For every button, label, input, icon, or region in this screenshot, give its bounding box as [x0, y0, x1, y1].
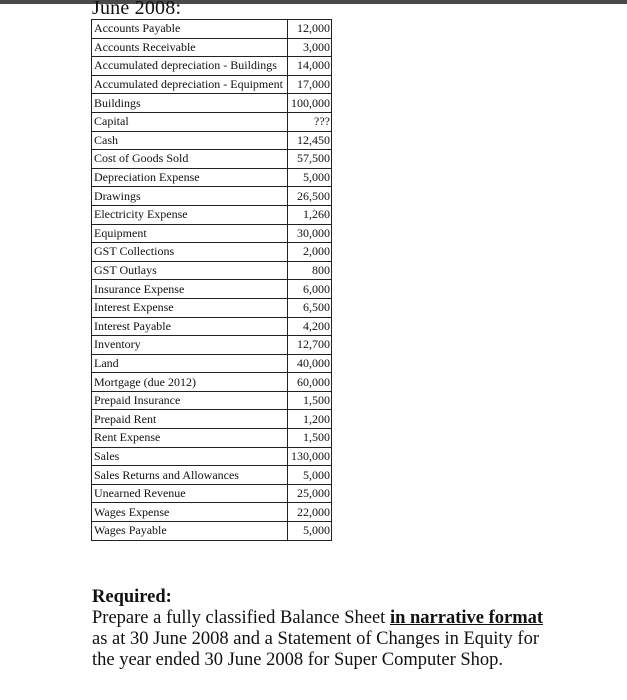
table-row — [92, 187, 332, 206]
account-amount: 1,500 — [288, 391, 332, 410]
account-name: Accounts Receivable — [92, 38, 288, 57]
account-amount: 130,000 — [288, 447, 332, 466]
account-balances-body — [92, 20, 332, 541]
account-name: Equipment — [92, 224, 288, 243]
table-row — [92, 354, 332, 373]
table-row — [92, 503, 332, 522]
account-amount: 30,000 — [288, 224, 332, 243]
account-name: Accumulated depreciation - Equipment — [92, 75, 288, 94]
table-row — [92, 205, 332, 224]
account-amount: 1,200 — [288, 410, 332, 429]
table-row — [92, 131, 332, 150]
account-name: Mortgage (due 2012) — [92, 373, 288, 392]
account-amount: 12,450 — [288, 131, 332, 150]
account-amount: 12,700 — [288, 336, 332, 355]
account-name: Accumulated depreciation - Buildings — [92, 57, 288, 76]
required-section — [92, 587, 562, 671]
account-amount: 17,000 — [288, 75, 332, 94]
table-row — [92, 38, 332, 57]
table-row — [92, 280, 332, 299]
account-amount: 2,000 — [288, 243, 332, 262]
table-row — [92, 336, 332, 355]
table-row — [92, 112, 332, 131]
table-row — [92, 150, 332, 169]
table-row — [92, 261, 332, 280]
account-name: Sales Returns and Allowances — [92, 466, 288, 485]
account-amount: 5,000 — [288, 466, 332, 485]
account-amount: 4,200 — [288, 317, 332, 336]
required-text-before: Prepare a fully classified Balance Sheet — [92, 608, 390, 628]
account-name: Rent Expense — [92, 429, 288, 448]
account-name: Capital — [92, 112, 288, 131]
account-amount: 1,500 — [288, 429, 332, 448]
account-amount: 1,260 — [288, 205, 332, 224]
table-row — [92, 224, 332, 243]
account-amount: 5,000 — [288, 522, 332, 541]
account-amount: 6,000 — [288, 280, 332, 299]
account-amount: 5,000 — [288, 168, 332, 187]
account-name: Sales — [92, 447, 288, 466]
table-row — [92, 75, 332, 94]
table-row — [92, 522, 332, 541]
account-name: Electricity Expense — [92, 205, 288, 224]
table-row — [92, 317, 332, 336]
account-name: Prepaid Rent — [92, 410, 288, 429]
required-text-after: as at 30 June 2008 and a Statement of Changes in Equity for the year ended 30 June 2008 for Super Computer Shop. — [92, 629, 539, 670]
table-row — [92, 94, 332, 113]
required-label: Required: — [92, 587, 172, 607]
account-name: Wages Payable — [92, 522, 288, 541]
table-row — [92, 57, 332, 76]
account-name: GST Outlays — [92, 261, 288, 280]
account-name: Interest Expense — [92, 298, 288, 317]
table-row — [92, 373, 332, 392]
table-row — [92, 20, 332, 39]
account-amount: 12,000 — [288, 20, 332, 39]
table-row — [92, 391, 332, 410]
account-name: Prepaid Insurance — [92, 391, 288, 410]
account-name: Interest Payable — [92, 317, 288, 336]
account-amount: 25,000 — [288, 484, 332, 503]
account-name: Insurance Expense — [92, 280, 288, 299]
account-amount: 3,000 — [288, 38, 332, 57]
account-name: Unearned Revenue — [92, 484, 288, 503]
account-name: Cash — [92, 131, 288, 150]
section-heading: June 2008: — [92, 0, 182, 19]
account-balances-table — [91, 19, 332, 541]
required-emphasis: in narrative format — [389, 608, 544, 628]
account-name: Land — [92, 354, 288, 373]
account-name: Inventory — [92, 336, 288, 355]
account-name: GST Collections — [92, 243, 288, 262]
account-amount: 100,000 — [288, 94, 332, 113]
table-row — [92, 168, 332, 187]
table-row — [92, 484, 332, 503]
account-name: Wages Expense — [92, 503, 288, 522]
account-amount: 6,500 — [288, 298, 332, 317]
account-amount: 60,000 — [288, 373, 332, 392]
account-amount: 40,000 — [288, 354, 332, 373]
account-name: Buildings — [92, 94, 288, 113]
account-amount: ??? — [288, 112, 332, 131]
account-amount: 57,500 — [288, 150, 332, 169]
table-row — [92, 243, 332, 262]
table-row — [92, 298, 332, 317]
account-name: Drawings — [92, 187, 288, 206]
table-row — [92, 447, 332, 466]
account-amount: 22,000 — [288, 503, 332, 522]
account-amount: 14,000 — [288, 57, 332, 76]
table-row — [92, 466, 332, 485]
account-amount: 26,500 — [288, 187, 332, 206]
table-row — [92, 429, 332, 448]
account-name: Accounts Payable — [92, 20, 288, 39]
account-amount: 800 — [288, 261, 332, 280]
account-name: Cost of Goods Sold — [92, 150, 288, 169]
account-name: Depreciation Expense — [92, 168, 288, 187]
table-row — [92, 410, 332, 429]
